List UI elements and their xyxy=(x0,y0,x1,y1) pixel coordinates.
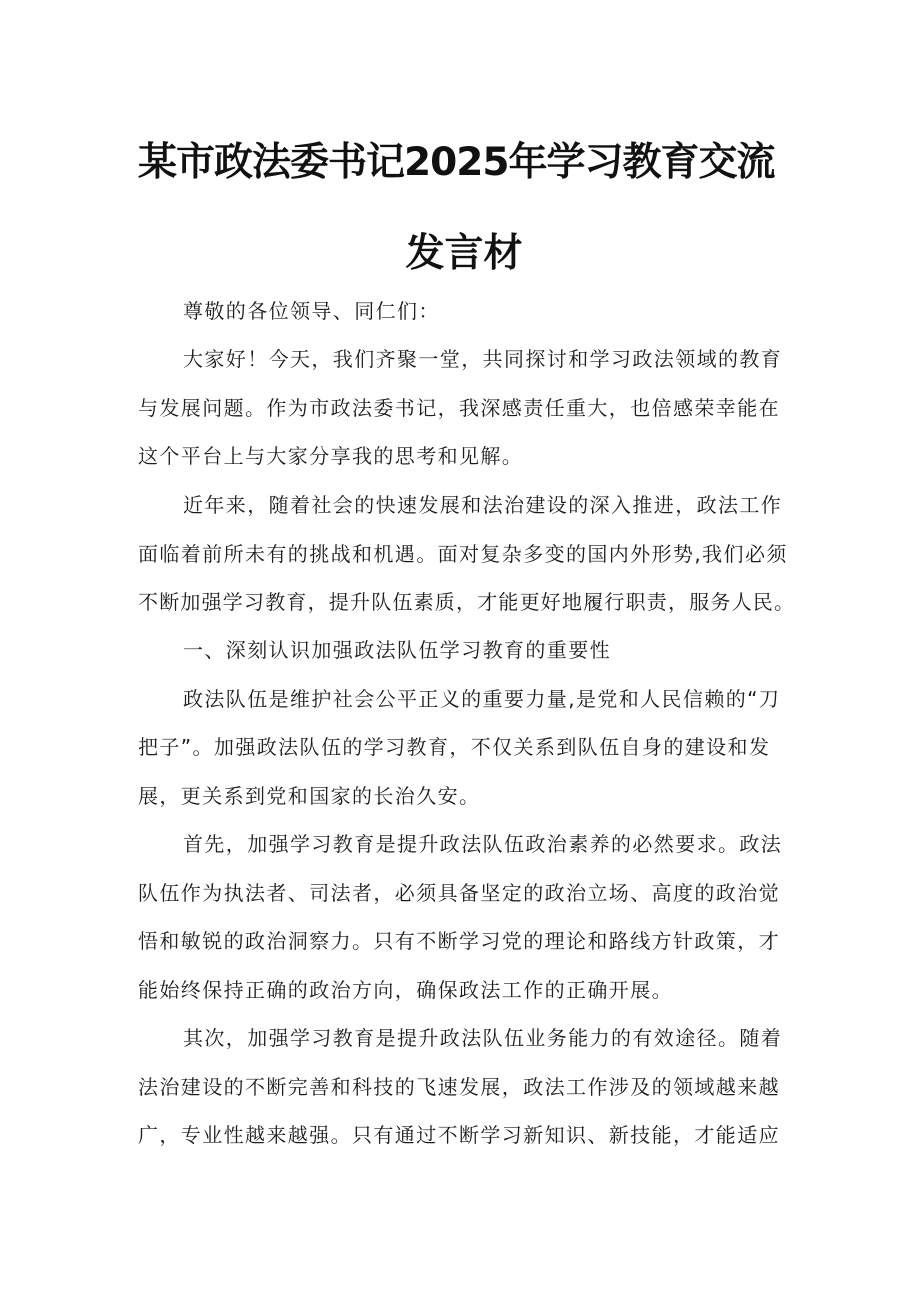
paragraph-line: 首先，加强学习教育是提升政法队伍政治素养的必然要求。政法 xyxy=(183,832,783,856)
document-title-line-2: 发言材 xyxy=(405,231,523,276)
document-title-line-1: 某市政法委书记2025年学习教育交流 xyxy=(138,140,775,185)
paragraph-line: 法治建设的不断完善和科技的飞速发展，政法工作涉及的领域越来越 xyxy=(138,1075,780,1099)
paragraph-line: 广，专业性越来越强。只有通过不断学习新知识、新技能，才能适应 xyxy=(138,1123,780,1147)
salutation: 尊敬的各位领导、同仁们： xyxy=(183,299,440,323)
paragraph-line: 其次，加强学习教育是提升政法队伍业务能力的有效途径。随着 xyxy=(183,1026,783,1050)
section-heading: 一、深刻认识加强政法队伍学习教育的重要性 xyxy=(183,638,611,662)
paragraph-line: 这个平台上与大家分享我的思考和见解。 xyxy=(138,444,524,468)
paragraph-line: 悟和敏锐的政治洞察力。只有不断学习党的理论和路线方针政策，才 xyxy=(138,929,780,953)
paragraph-line: 面临着前所未有的挑战和机遇。面对复杂多变的国内外形势,我们必须 xyxy=(138,542,788,566)
paragraph-line: 政法队伍是维护社会公平正义的重要力量,是党和人民信赖的“刀 xyxy=(183,687,781,711)
paragraph-line: 队伍作为执法者、司法者，必须具备坚定的政治立场、高度的政治觉 xyxy=(138,881,780,905)
paragraph-line: 大家好！今天，我们齐聚一堂，共同探讨和学习政法领域的教育 xyxy=(183,347,783,371)
paragraph-line: 近年来，随着社会的快速发展和法治建设的深入推进，政法工作 xyxy=(183,493,783,517)
paragraph-line: 展，更关系到党和国家的长治久安。 xyxy=(138,784,481,808)
paragraph-line: 能始终保持正确的政治方向，确保政法工作的正确开展。 xyxy=(138,978,673,1002)
paragraph-line: 不断加强学习教育，提升队伍素质，才能更好地履行职责，服务人民。 xyxy=(138,590,796,614)
paragraph-line: 与发展问题。作为市政法委书记，我深感责任重大，也倍感荣幸能在 xyxy=(138,396,780,420)
paragraph-line: 把子”。加强政法队伍的学习教育，不仅关系到队伍自身的建设和发 xyxy=(138,735,771,759)
